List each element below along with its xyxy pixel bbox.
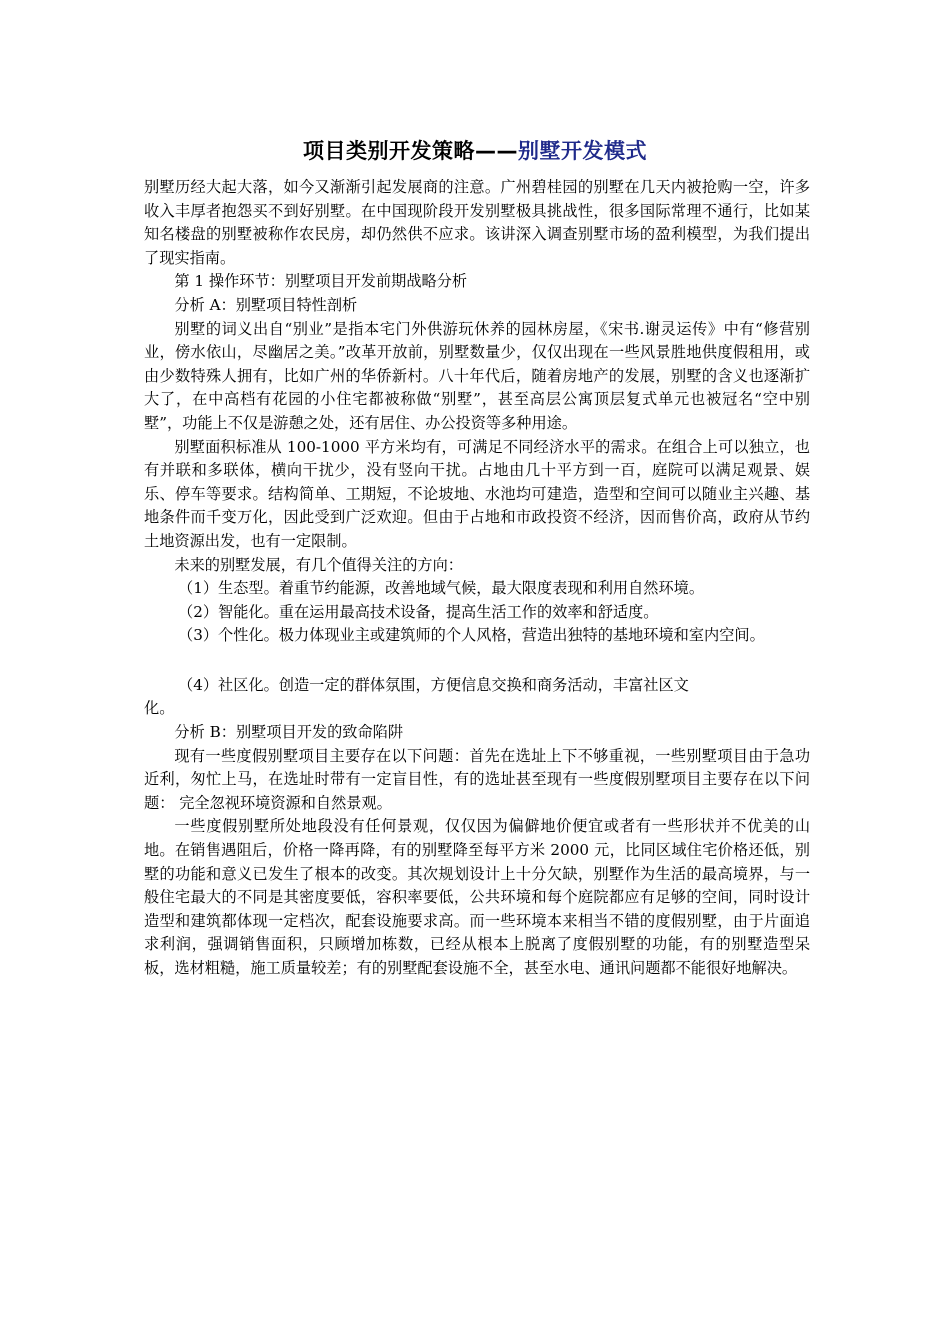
title-main: 项目类别开发策略——	[303, 139, 518, 163]
title-accent: 别墅开发模式	[518, 139, 647, 163]
problems-paragraph: 现有一些度假别墅项目主要存在以下问题：首先在选址上下不够重视，一些别墅项目由于急功近利，匆忙上马，在选址时带有一定盲目性，有的选址甚至现有一些度假别墅项目主要存在以下问题： 完全忽视环境资源和自然景观。	[144, 746, 810, 812]
analysis-a-heading: 分析 A：别墅项目特性剖析	[174, 295, 358, 314]
list-item: （2）智能化。重在运用最高技术设备，提高生活工作的效率和舒适度。	[178, 602, 659, 621]
list-item: （3）个性化。极力体现业主或建筑师的个人风格，营造出独特的基地环境和室内空间。	[178, 626, 765, 645]
list-item: （4）社区化。创造一定的群体氛围，方便信息交换和商务活动，丰富社区文	[178, 675, 689, 694]
definition-paragraph: 别墅的词义出自“别业”是指本宅门外供游玩休养的园林房屋，《宋书.谢灵运传》中有“修营别业，傍水依山，尽幽居之美。”改革开放前，别墅数量少，仅仅出现在一些风景胜地供度假租用，或由少数特殊人拥有，比如广州的华侨新村。八十年代后，随着房地产的发展，别墅的含义也逐渐扩大了，在中高档有花园的小住宅都被称做“别墅”，甚至高层公寓顶层复式单元也被冠名“空中别墅”，功能上不仅是游憩之处，还有居住、办公投资等多种用途。	[144, 319, 810, 432]
issues-paragraph: 一些度假别墅所处地段没有任何景观，仅仅因为偏僻地价便宜或者有一些形状并不优美的山地。在销售遇阻后，价格一降再降，有的别墅降至每平方米 2000 元，比同区域住宅价格还低，别墅的功能和意义已发生了根本的改变。其次规划设计上十分欠缺，别墅作为生活的最高境界，与一般住宅最大的不同是其密度要低，容积率要低，公共环境和每个庭院都应有足够的空间，同时设计造型和建筑都体现一定档次，配套设施要求高。而一些环境本来相当不错的度假别墅，由于片面追求利润，强调销售面积，只顾增加栋数，已经从根本上脱离了度假别墅的功能，有的别墅造型呆板，选材粗糙，施工质量较差；有的别墅配套设施不全，甚至水电、通讯问题都不能很好地解决。	[144, 817, 810, 977]
area-paragraph: 别墅面积标准从 100-1000 平方米均有，可满足不同经济水平的需求。在组合上可以独立，也有并联和多联体，横向干扰少，没有竖向干扰。占地由几十平方到一百，庭院可以满足观景、娱乐、停车等要求。结构简单、工期短，不论坡地、水池均可建造，造型和空间可以随业主兴趣、基地条件而千变万化，因此受到广泛欢迎。但由于占地和市政投资不经济，因而售价高，政府从节约土地资源出发，也有一定限制。	[144, 437, 810, 550]
list-item-continuation: 化。	[144, 699, 175, 718]
section-heading: 第 1 操作环节：别墅项目开发前期战略分析	[174, 272, 468, 291]
analysis-b-heading: 分析 B：别墅项目开发的致命陷阱	[174, 723, 404, 742]
intro-paragraph: 别墅历经大起大落，如今又渐渐引起发展商的注意。广州碧桂园的别墅在几天内被抢购一空，许多收入丰厚者抱怨买不到好别墅。在中国现阶段开发别墅极具挑战性，很多国际常理不通行，比如某知名楼盘的别墅被称作农民房，却仍然供不应求。该讲深入调查别墅市场的盈利模型，为我们提出了现实指南。	[144, 178, 810, 267]
list-item: （1）生态型。着重节约能源，改善地域气候，最大限度表现和利用自然环境。	[178, 579, 705, 598]
document-title	[0, 136, 950, 166]
future-paragraph: 未来的别墅发展，有几个值得关注的方向：	[174, 555, 463, 574]
document-body	[144, 176, 810, 981]
